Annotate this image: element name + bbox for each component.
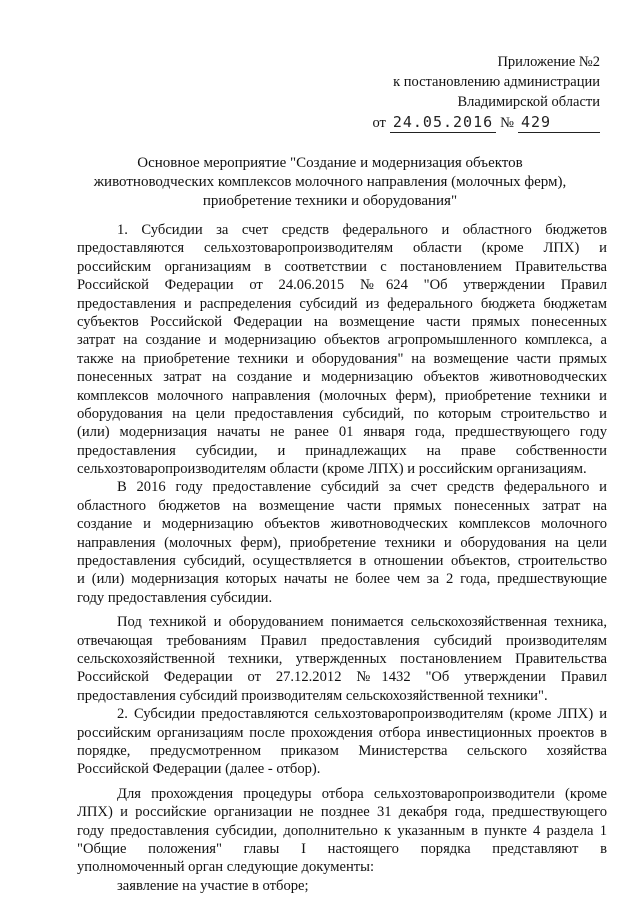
text-line: также на приобретение техники и оборудования" на возмещение части прямых — [77, 350, 607, 367]
text-line: субъектов Российской Федерации на возмещение части прямых понесенных — [77, 313, 607, 330]
text-line: уполномоченный орган следующие документы: — [77, 859, 375, 876]
text-line: сельскохозяйственной техники, утвержденных постановлением Правительства — [77, 650, 607, 667]
text-line: отвечающая требованиям Правил предоставления субсидий производителям — [77, 632, 607, 649]
date-prefix: от — [372, 115, 386, 131]
text-line: российским организациям после прохождения отбора инвестиционных проектов в — [77, 724, 607, 741]
appendix-header — [360, 52, 600, 133]
text-line: 2. Субсидии предоставляются сельхозтоваропроизводителям (кроме ЛПХ) и — [117, 706, 607, 723]
text-line: и (или) модернизация которых начаты не более чем за 2 года, предшествующие — [77, 571, 607, 588]
text-line: создание и модернизацию объектов животноводческих комплексов молочного — [77, 516, 607, 533]
paragraph-2 — [77, 478, 607, 607]
document-title — [80, 154, 580, 211]
text-line: комплексов молочного направления (молочных ферм), приобретение техники и — [77, 387, 607, 404]
text-line: Под техникой и оборудованием понимается сельскохозяйственная техника, — [117, 614, 607, 631]
text-line: 1. Субсидии за счет средств федерального и областного бюджетов — [117, 222, 607, 238]
title-line: приобретение техники и оборудования" — [202, 193, 458, 209]
paragraph-5 — [77, 785, 607, 877]
text-line: заявление на участие в отборе; — [117, 877, 309, 894]
text-line: В 2016 году предоставление субсидий за счет средств федерального и — [117, 479, 607, 496]
date-number-line — [360, 112, 600, 133]
text-line: затрат на создание и модернизацию объектов агропромышленного комплекса, а — [77, 332, 607, 349]
text-line: оборудования на цели предоставления субсидий, по которым строительство и — [77, 405, 607, 422]
text-line: Для прохождения процедуры отбора сельхозтоваропроизводители (кроме — [117, 785, 607, 802]
text-line: "Общие положения" главы I настоящего порядка представляют в — [77, 840, 607, 857]
text-line: направления (молочных ферм), приобретение техники и оборудования на цели — [77, 534, 607, 551]
text-line: году предоставления субсидии, дополнительно к указанным в пункте 4 раздела 1 — [77, 822, 607, 839]
text-line: порядке, предусмотренном приказом Министерства сельского хозяйства — [77, 742, 607, 759]
paragraph-3 — [77, 613, 607, 705]
title-line: животноводческих комплексов молочного направления (молочных ферм), — [93, 174, 567, 190]
number-prefix: № — [500, 115, 514, 131]
resolution-date: 24.05.2016 — [390, 112, 496, 133]
document-body — [77, 221, 607, 895]
text-line: (или) модернизация начаты не ранее 01 января года, предшествующего году — [77, 424, 607, 441]
resolution-number: 429 — [518, 112, 600, 133]
paragraph-4 — [77, 705, 607, 779]
text-line: предоставления и распределения субсидий из федерального бюджета бюджетам — [77, 295, 607, 312]
text-line: российским организациям в соответствии с постановлением Правительства — [77, 258, 607, 275]
text-line: предоставляются сельхозтоваропроизводителям области (кроме ЛПХ) и — [77, 240, 607, 257]
text-line: году предоставления субсидии. — [77, 589, 273, 606]
text-line: Российской Федерации (далее - отбор). — [77, 761, 321, 778]
text-line: областного бюджетов на возмещение части прямых понесенных затрат на — [77, 497, 607, 514]
text-line: предоставления субсидий, осуществляется в отношении объектов, строительство — [77, 553, 607, 570]
text-line: предоставления субсидий производителям сельскохозяйственной техники". — [77, 687, 548, 704]
text-line: Российской Федерации от 27.12.2012 №1432 "Об утверждении Правил — [77, 669, 607, 686]
paragraph-6 — [77, 877, 607, 895]
title-line: Основное мероприятие "Создание и модернизация объектов — [137, 155, 523, 171]
text-line: ЛПХ) и российские организации не позднее 31 декабря года, предшествующего — [77, 804, 607, 821]
text-line: предоставления субсидии, и принадлежащих на праве собственности — [77, 442, 607, 459]
text-line: сельхозтоваропроизводителям области (кроме ЛПХ) и российским организациям. — [77, 461, 587, 478]
text-line: Российской Федерации от 24.06.2015 №624 "Об утверждении Правил — [77, 277, 607, 294]
region-name: Владимирской области — [457, 94, 600, 110]
paragraph-1 — [77, 221, 607, 478]
appendix-number: Приложение №2 — [497, 54, 600, 70]
text-line: понесенных затрат на создание и модернизацию объектов животноводческих — [77, 369, 607, 386]
resolution-reference: к постановлению администрации — [393, 74, 600, 90]
